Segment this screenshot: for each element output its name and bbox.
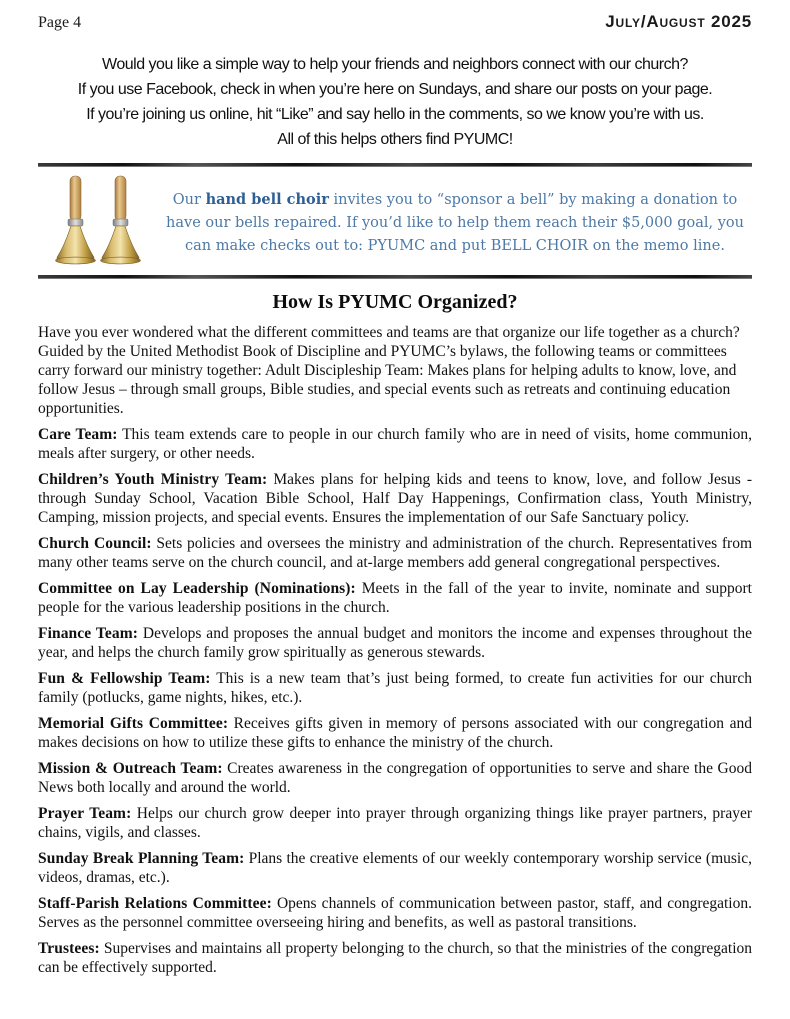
committees-list (38, 425, 752, 977)
issue-date: July/August 2025 (605, 12, 752, 31)
page-number: Page 4 (38, 14, 82, 31)
committee-paragraph (38, 470, 752, 527)
committee-paragraph (38, 624, 752, 662)
committee-paragraph (38, 939, 752, 977)
committee-description: Receives gifts given in memory of persons associated with our congregation and makes decisions on how to utilize these gifts to enhance the ministry of the church. (38, 715, 753, 751)
committee-description: This team extends care to people in our church family who are in need of visits, home communion, meals after surgery, or other needs. (38, 426, 752, 462)
committee-description: Opens channels of communication between pastor, staff, and congregation. Serves as the personnel committee overseeing hiring and benefits, as well as pastoral transitions. (38, 895, 752, 931)
committee-name: Mission & Outreach Team: (38, 760, 223, 777)
committee-description: Sets policies and oversees the ministry and administration of the church. Representatives from many other teams serve on the church council, and at-large members add general congregational perspectives. (38, 535, 752, 571)
committee-name: Memorial Gifts Committee: (38, 715, 229, 732)
committee-paragraph (38, 714, 752, 752)
section-title: How Is PYUMC Organized? (272, 291, 518, 313)
facebook-note-line: If you’re joining us online, hit “Like” and say hello in the comments, so we know you’re with us. (86, 106, 704, 123)
organized-body (38, 323, 752, 977)
handbells-icon (54, 175, 144, 267)
committee-name: Sunday Break Planning Team: (38, 850, 245, 867)
committee-description: Supervises and maintains all property belonging to the church, so that the ministries of the congregation can be effectively supported. (38, 940, 752, 976)
bell-text-rest: invites you to “sponsor a bell” by making a donation to have our bells repaired. If you’d like to help them reach their $5,000 goal, you can make checks out to: PYUMC and put BELL CHOIR on the memo line. (166, 192, 744, 254)
handbell-icon (101, 176, 141, 264)
intro-paragraph: Have you ever wondered what the different committees and teams are that organize our life together as a church? Guided by the United Methodist Book of Discipline and PYUMC’s bylaws, the following teams or committees carry forward our ministry together: Adult Discipleship Team: Makes plans for helping adults to know, love, and follow Jesus – through small groups, Bible studies, and special events such as retreats and continuing education opportunities. (38, 324, 740, 417)
committee-name: Prayer Team: (38, 805, 132, 822)
committee-paragraph (38, 579, 752, 617)
committee-paragraph (38, 534, 752, 572)
handbells-image (54, 175, 144, 272)
committee-paragraph (38, 759, 752, 797)
committee-paragraph (38, 425, 752, 463)
committee-name: Committee on Lay Leadership (Nominations): (38, 580, 356, 597)
committee-description: Makes plans for helping kids and teens to know, love, and follow Jesus - through Sunday School, Vacation Bible School, Half Day Happenings, Confirmation class, Youth Ministry, Camping, mission projects, and special events. Ensures the implementation of our Safe Sanctuary policy. (38, 471, 752, 526)
bell-text-prefix: Our (172, 192, 206, 208)
committee-description: This is a new team that’s just being formed, to create fun activities for our church family (potlucks, game nights, hikes, etc.). (38, 670, 752, 706)
divider-rule-top (38, 163, 752, 167)
committee-description: Helps our church grow deeper into prayer through organizing things like prayer partners, prayer chains, vigils, and classes. (38, 805, 752, 841)
committee-name: Church Council: (38, 535, 152, 552)
committee-description: Develops and proposes the annual budget and monitors the income and expenses throughout the year, and helps the church family grow spiritually as generous stewards. (38, 625, 752, 661)
bell-text-bold: hand bell choir (205, 191, 329, 208)
divider-rule-bottom (38, 275, 752, 279)
facebook-note-line: All of this helps others find PYUMC! (277, 131, 513, 148)
committee-paragraph (38, 894, 752, 932)
handbell-icon (56, 176, 96, 264)
facebook-note (38, 52, 752, 152)
bell-choir-section (38, 177, 752, 269)
committee-name: Trustees: (38, 940, 100, 957)
committee-paragraph (38, 669, 752, 707)
committee-name: Children’s Youth Ministry Team: (38, 471, 268, 488)
facebook-note-line: Would you like a simple way to help your friends and neighbors connect with our church? (102, 56, 688, 73)
bell-text (144, 188, 752, 258)
facebook-note-line: If you use Facebook, check in when you’re here on Sundays, and share our posts on your page. (77, 81, 713, 98)
committee-paragraph (38, 849, 752, 887)
committee-name: Care Team: (38, 426, 118, 443)
committee-paragraph (38, 804, 752, 842)
page-header (38, 12, 752, 32)
committee-name: Staff-Parish Relations Committee: (38, 895, 272, 912)
committee-description: Creates awareness in the congregation of opportunities to serve and share the Good News both locally and around the world. (38, 760, 752, 796)
committee-name: Finance Team: (38, 625, 139, 642)
committee-description: Meets in the fall of the year to invite, nominate and support people for the various leadership positions in the church. (38, 580, 752, 616)
committee-name: Fun & Fellowship Team: (38, 670, 211, 687)
committee-description: Plans the creative elements of our weekly contemporary worship service (music, videos, dramas, etc.). (38, 850, 752, 886)
